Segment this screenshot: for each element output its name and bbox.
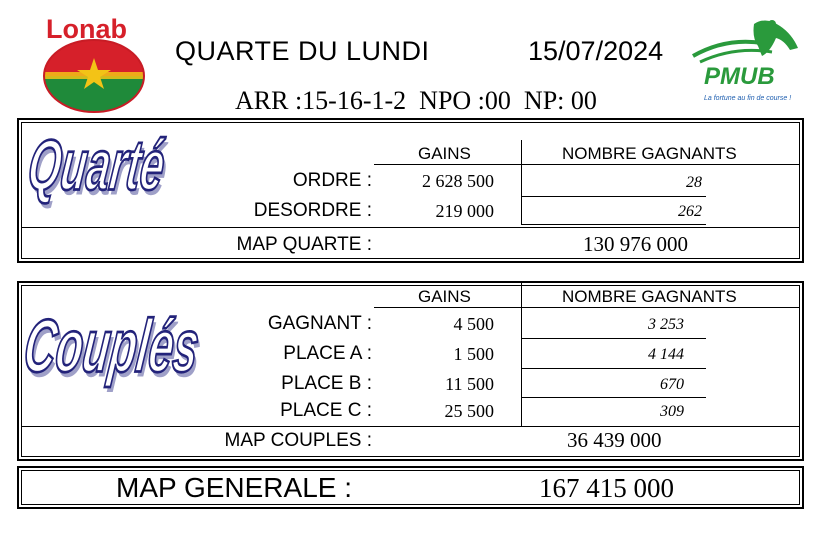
map-couples-label: MAP COUPLES : [224, 430, 372, 451]
lonab-wordmark: Lonab [46, 14, 127, 44]
quarte-stamp: Quarté [24, 125, 170, 205]
couples-nombre-header: NOMBRE GAGNANTS [562, 287, 737, 306]
couples-row-label: PLACE A : [283, 343, 372, 364]
couples-row-gain: 25 500 [444, 401, 494, 421]
map-generale-value: 167 415 000 [539, 473, 674, 503]
couples-row-gain: 1 500 [453, 344, 494, 364]
couples-stamp: Couplés [19, 305, 204, 389]
map-quarte-label: MAP QUARTE : [236, 234, 372, 255]
npo-value: NPO :00 [419, 86, 511, 115]
quarte-row-nombre: 262 [678, 203, 702, 220]
lonab-logo [38, 14, 150, 114]
couples-row-gain: 11 500 [445, 374, 494, 394]
couples-row-label: GAGNANT : [267, 313, 372, 334]
np-value: NP: 00 [523, 86, 597, 115]
arrival-order: ARR :15-16-1-2 [235, 86, 407, 115]
quarte-row-label: ORDRE : [292, 170, 372, 191]
quarte-nombre-header: NOMBRE GAGNANTS [562, 144, 737, 163]
couples-row-nombre: 3 253 [648, 316, 684, 333]
quarte-gains-header: GAINS [418, 144, 471, 163]
map-quarte-value: 130 976 000 [583, 232, 688, 256]
couples-row-label: PLACE C : [280, 400, 372, 421]
quarte-row-nombre: 28 [686, 174, 702, 191]
pmub-tagline: La fortune au fin de course ! [704, 95, 792, 102]
quarte-row-label: DESORDRE : [253, 200, 372, 221]
couples-gains-header: GAINS [418, 287, 471, 306]
couples-row-gain: 4 500 [453, 314, 494, 334]
quarte-row-gain: 219 000 [435, 201, 494, 221]
pmub-logo [688, 18, 808, 108]
quarte-row-gain: 2 628 500 [422, 171, 494, 191]
couples-row-nombre: 309 [660, 403, 684, 420]
arrival-line [235, 86, 597, 116]
race-date: 15/07/2024 [528, 36, 664, 66]
map-couples-value: 36 439 000 [567, 428, 662, 452]
page-title: QUARTE DU LUNDI [175, 36, 430, 66]
pmub-wordmark: PMUB [704, 63, 775, 90]
couples-row-nombre: 4 144 [648, 346, 684, 363]
couples-row-nombre: 670 [660, 376, 684, 393]
couples-row-label: PLACE B : [281, 373, 372, 394]
map-generale-label: MAP GENERALE : [116, 472, 353, 503]
